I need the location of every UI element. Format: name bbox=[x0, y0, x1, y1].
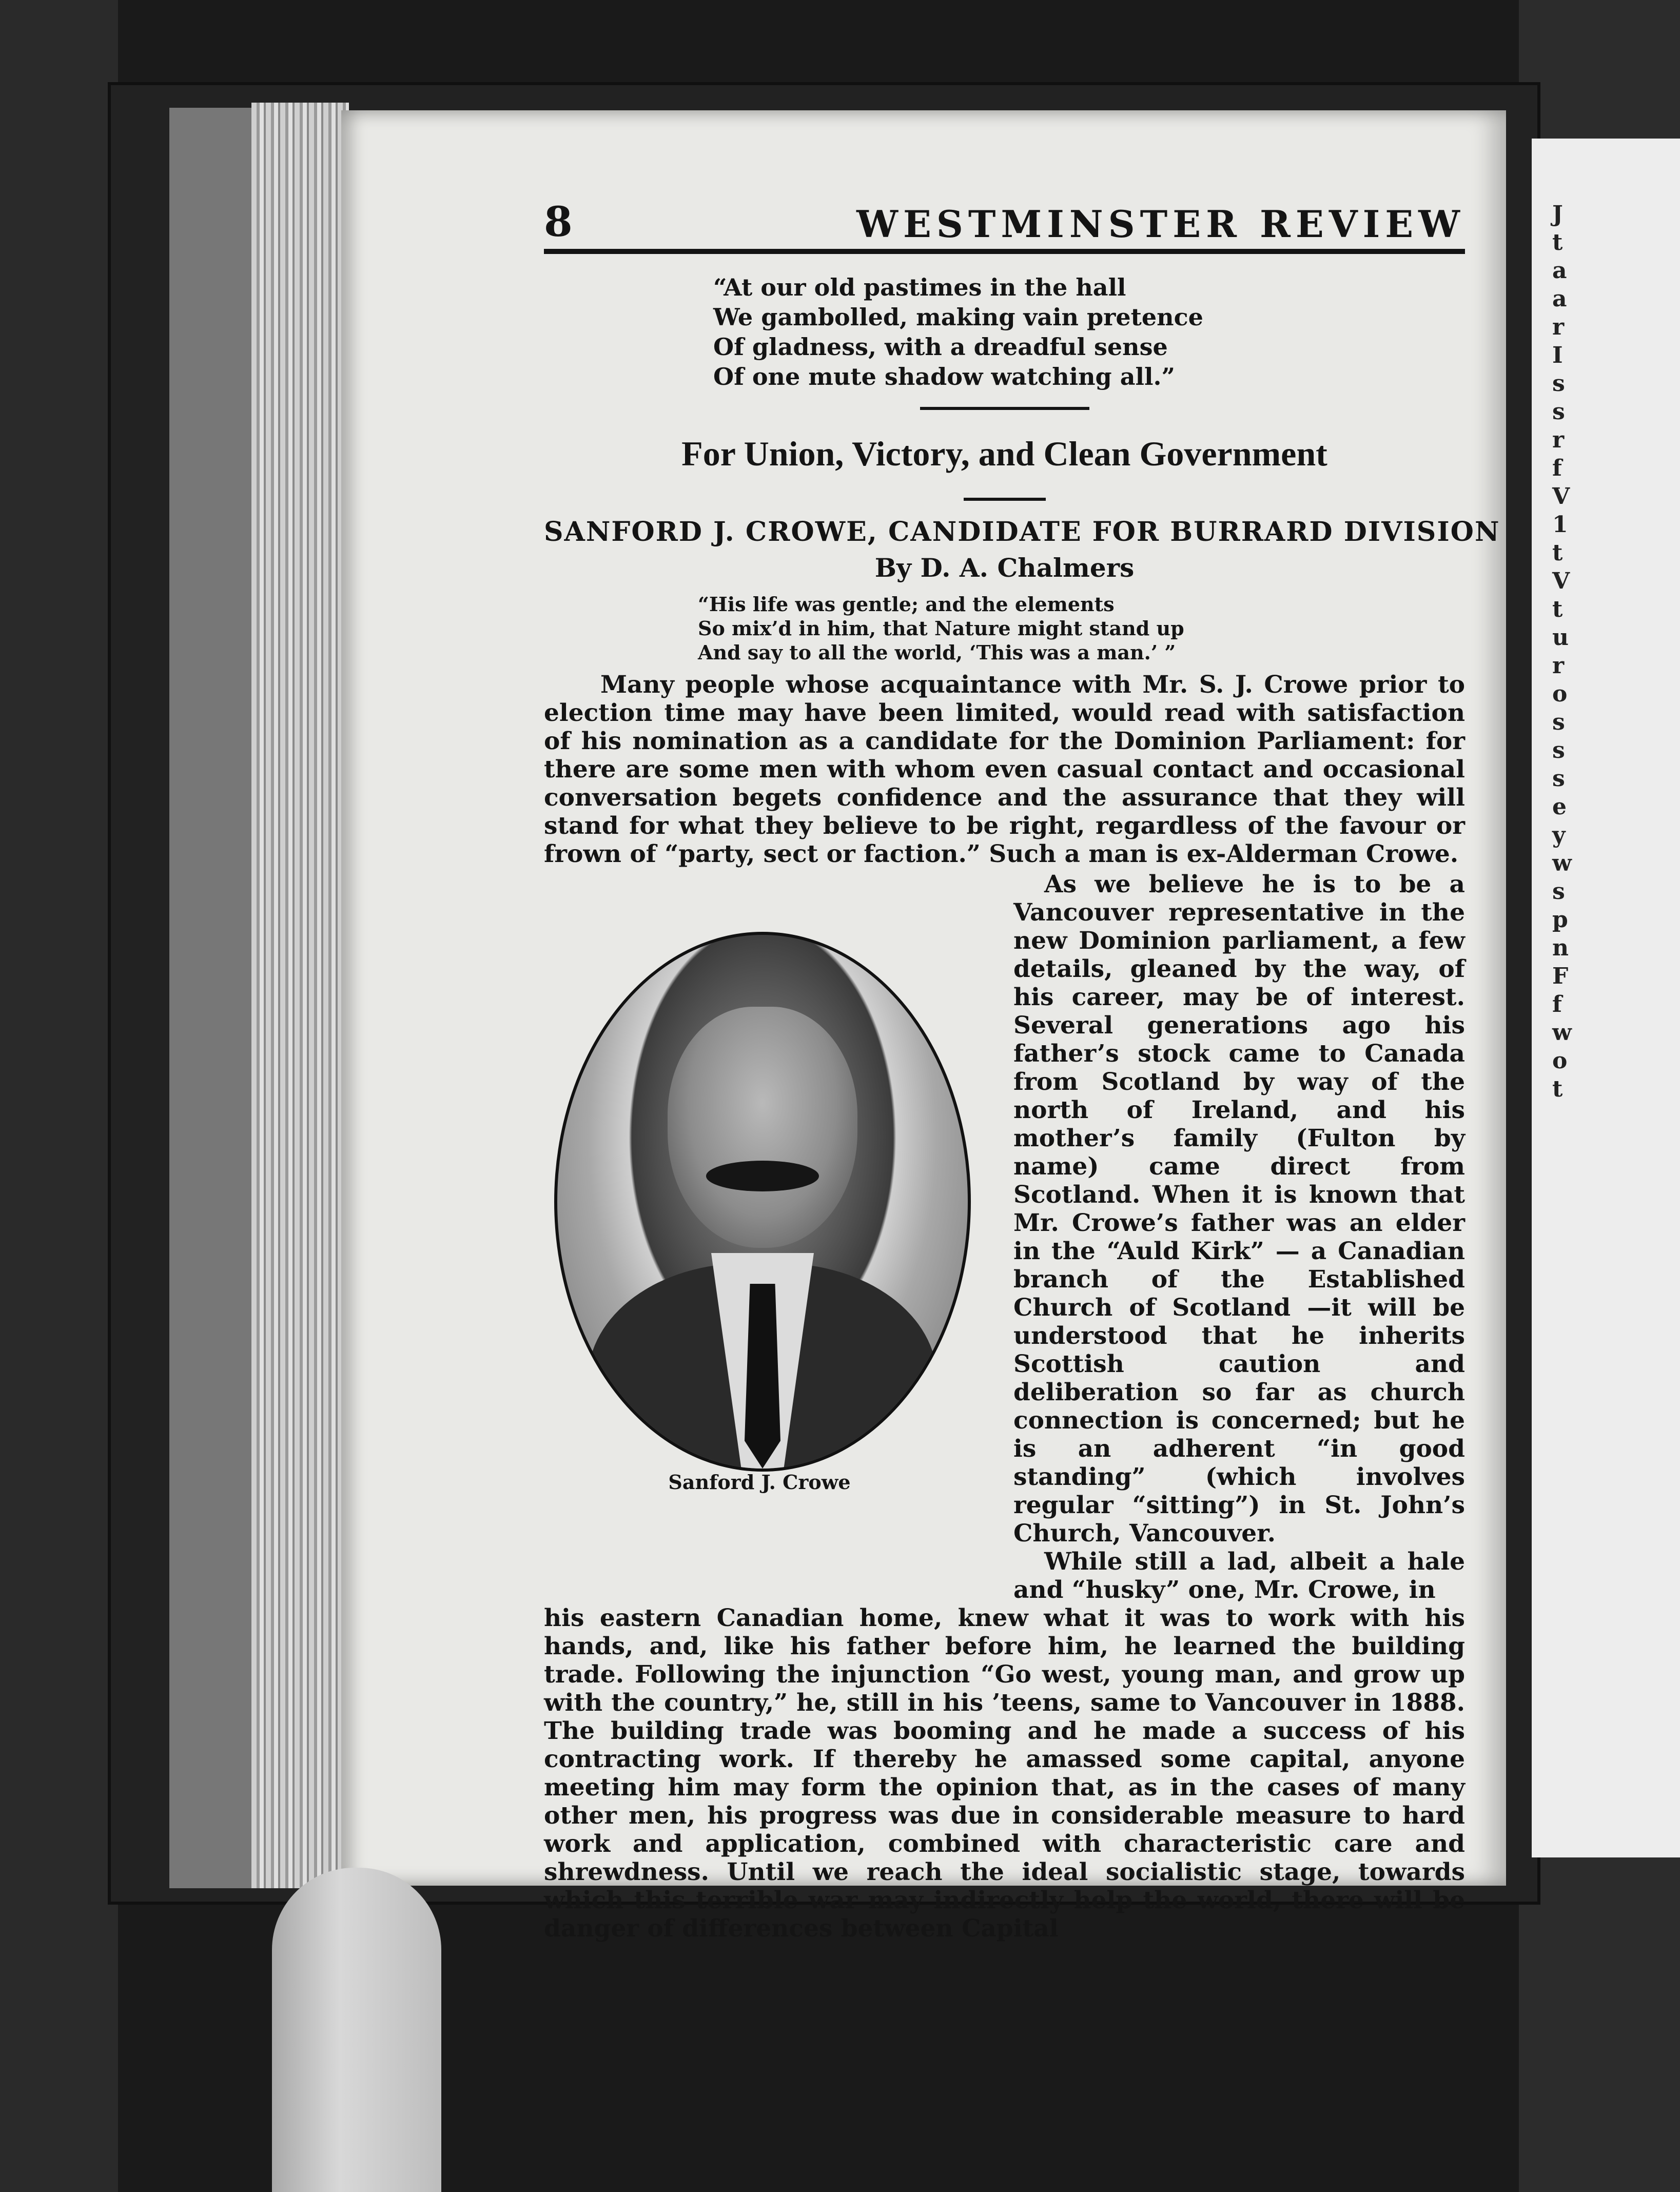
portrait-photo bbox=[554, 932, 971, 1472]
article-headline: For Union, Victory, and Clean Government bbox=[681, 434, 1327, 473]
divider-rule-short bbox=[964, 498, 1046, 501]
adjacent-page-letter: w bbox=[1552, 850, 1572, 876]
opening-poem bbox=[713, 272, 1465, 392]
photo-caption: Sanford J. Crowe bbox=[668, 1471, 851, 1494]
adjacent-page-letter: I bbox=[1552, 342, 1563, 368]
adjacent-page-letter: y bbox=[1552, 822, 1566, 848]
adjacent-page-letter: s bbox=[1552, 878, 1565, 905]
article-byline: By D. A. Chalmers bbox=[874, 553, 1135, 583]
adjacent-page bbox=[1532, 139, 1680, 1857]
page-number: 8 bbox=[544, 198, 573, 246]
adjacent-page-letter: u bbox=[1552, 624, 1569, 651]
holding-thumb bbox=[272, 1868, 441, 2192]
adjacent-page-letter: s bbox=[1552, 709, 1565, 735]
adjacent-page-letter: o bbox=[1552, 681, 1568, 707]
adjacent-page-letter: e bbox=[1552, 794, 1567, 820]
divider-rule bbox=[920, 407, 1089, 410]
paragraph-youth: his eastern Canadian home, knew what it was to work with his hands, and, like his father before him, he learned the building trade. Following the injunction “Go west, young man, and grow up with the country,” he, still in his ’teens, same to Vancouver in 1888. The building trade was booming and he made a success of his contracting work. If thereby he amassed some capital, anyone meeting him may form the opinion that, as in the cases of many other men, his progress was due in considerable measure to hard work and application, combined with characteristic care and shrewdness. Until we reach the ideal socialistic stage, towards which this terrible war may indirectly help the world, there will be danger of differences between Capital bbox=[544, 1604, 1465, 1943]
adjacent-page-letter: s bbox=[1552, 370, 1565, 397]
adjacent-page-letter: t bbox=[1552, 229, 1563, 256]
adjacent-page-letter: t bbox=[1552, 1076, 1563, 1102]
epigraph-line: So mix’d in him, that Nature might stand up bbox=[698, 617, 1184, 640]
adjacent-page-letter: r bbox=[1552, 427, 1565, 453]
page-content bbox=[544, 198, 1500, 1943]
adjacent-page-letter: V bbox=[1552, 568, 1570, 594]
paragraph-youth-start: While still a lad, albeit a hale and “husky” one, Mr. Crowe, in bbox=[1013, 1548, 1465, 1604]
adjacent-page-letter: V bbox=[1552, 483, 1570, 510]
adjacent-page-letter: t bbox=[1552, 596, 1563, 622]
poem-line: We gambolled, making vain pretence bbox=[713, 303, 1203, 331]
article-subhead: SANFORD J. CROWE, CANDIDATE FOR BURRARD DIVISION bbox=[544, 516, 1500, 547]
page-header bbox=[544, 198, 1465, 254]
adjacent-page-letter: a bbox=[1552, 286, 1567, 312]
adjacent-page-letter: r bbox=[1552, 653, 1565, 679]
adjacent-page-letter: J bbox=[1552, 201, 1563, 227]
adjacent-page-letter: r bbox=[1552, 314, 1565, 340]
adjacent-page-letter: 1 bbox=[1552, 512, 1568, 538]
adjacent-page-letter: n bbox=[1552, 935, 1569, 961]
adjacent-page-text bbox=[1552, 200, 1675, 1103]
adjacent-page-letter: o bbox=[1552, 1048, 1568, 1074]
adjacent-page-letter: s bbox=[1552, 737, 1565, 764]
paragraph-career: As we believe he is to be a Vancouver representative in the new Dominion parliament, a few details, gleaned by the way, of his career, may be of interest. Several generations ago his father’s stock came to Canada from Scotland by way of the north of Ireland, and his mother’s family (Fulton by name) came direct from Scotland. When it is known that Mr. Crowe’s father was an elder in the “Auld Kirk” — a Canadian branch of the Established Church of Scotland —it will be understood that he inherits Scottish caution and deliberation so far as church connection is concerned; but he is an adherent “in good standing” (which involves regular “sitting”) in St. John’s Church, Vancouver. bbox=[1013, 870, 1465, 1548]
background-left bbox=[0, 0, 118, 2192]
adjacent-page-letter: w bbox=[1552, 1020, 1572, 1046]
paragraph-intro: Many people whose acquaintance with Mr. S. J. Crowe prior to election time may have been limited, would read with satisfaction of his nomination as a candidate for the Dominion Parliament: for there are some men with whom even casual contact and occasional conversation begets confidence and the assurance that they will stand for what they believe to be right, regardless of the favour or frown of “party, sect or faction.” Such a man is ex-Alderman Crowe. bbox=[544, 671, 1465, 868]
photo-and-text-block bbox=[544, 870, 1465, 1604]
adjacent-page-letter: f bbox=[1552, 991, 1562, 1017]
poem-line: “At our old pastimes in the hall bbox=[713, 273, 1126, 301]
adjacent-page-letter: f bbox=[1552, 455, 1562, 481]
book-spine bbox=[169, 108, 257, 1888]
adjacent-page-letter: F bbox=[1552, 963, 1569, 989]
adjacent-page-letter: s bbox=[1552, 399, 1565, 425]
adjacent-page-letter: s bbox=[1552, 766, 1565, 792]
running-title: WESTMINSTER REVIEW bbox=[856, 202, 1465, 246]
adjacent-page-letter: a bbox=[1552, 258, 1567, 284]
epigraph bbox=[698, 592, 1465, 664]
poem-line: Of gladness, with a dreadful sense bbox=[713, 333, 1168, 361]
portrait-figure bbox=[554, 932, 965, 1494]
adjacent-page-letter: p bbox=[1552, 907, 1568, 933]
epigraph-line: And say to all the world, ‘This was a man.’ ” bbox=[698, 641, 1176, 664]
book-page bbox=[341, 110, 1506, 1943]
adjacent-page-letter: t bbox=[1552, 540, 1563, 566]
page-edges bbox=[251, 103, 349, 1888]
poem-line: Of one mute shadow watching all.” bbox=[713, 363, 1175, 390]
epigraph-line: “His life was gentle; and the elements bbox=[698, 593, 1115, 616]
